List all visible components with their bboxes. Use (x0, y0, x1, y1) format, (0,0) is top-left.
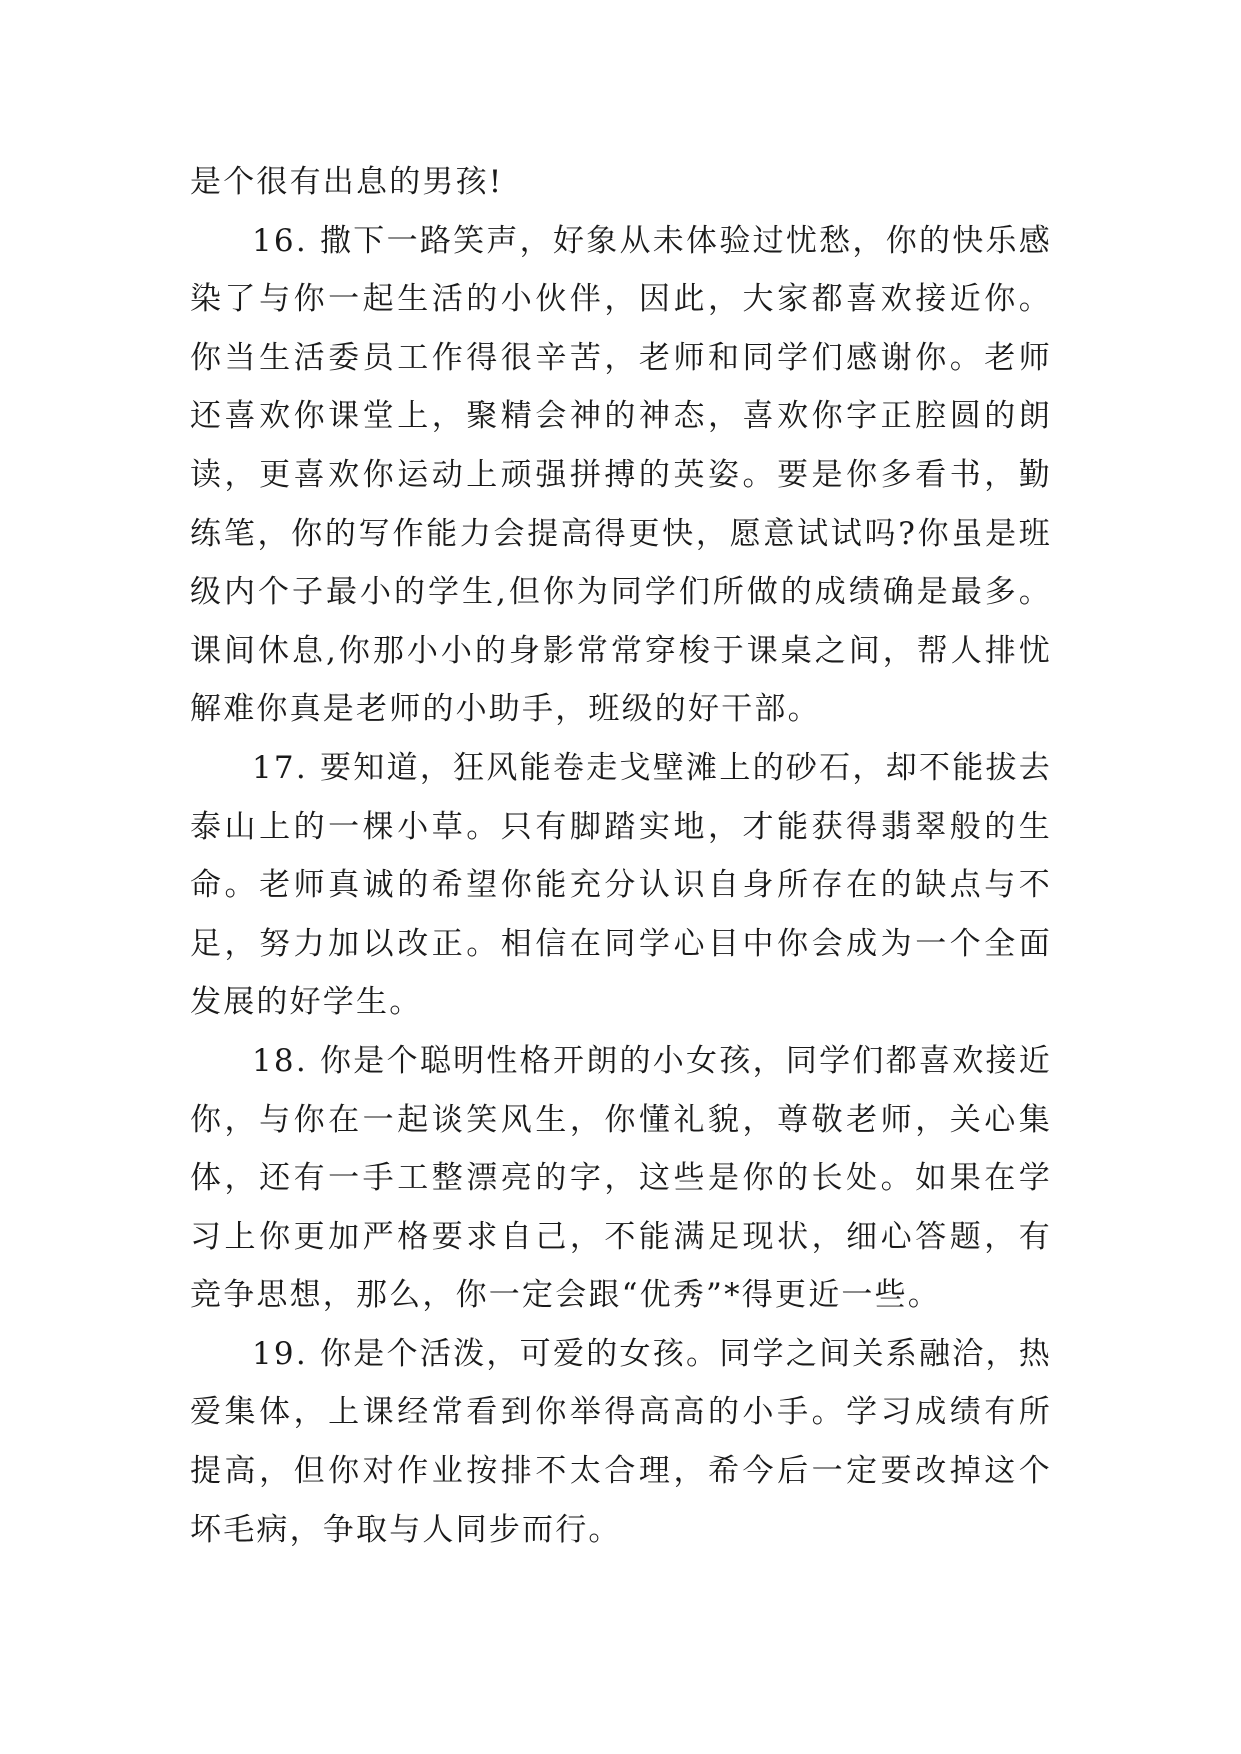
paragraph-18: 18. 你是个聪明性格开朗的小女孩，同学们都喜欢接近你，与你在一起谈笑风生，你懂礼貌，尊敬老师，关心集体，还有一手工整漂亮的字，这些是你的长处。如果在学习上你更加严格要求自己，不能满足现状，细心答题，有竞争思想，那么，你一定会跟“优秀”*得更近一些。 (190, 1042, 1052, 1314)
document-body (190, 153, 1052, 1559)
paragraph-19: 19. 你是个活泼，可爱的女孩。同学之间关系融洽，热爱集体，上课经常看到你举得高高的小手。学习成绩有所提高，但你对作业按排不太合理，希今后一定要改掉这个坏毛病，争取与人同步而行。 (190, 1335, 1052, 1548)
paragraph-continuation: 是个很有出息的男孩! (190, 164, 504, 200)
paragraph-17: 17. 要知道，狂风能卷走戈壁滩上的砂石，却不能拔去泰山上的一棵小草。只有脚踏实地，才能获得翡翠般的生命。老师真诚的希望你能充分认识自身所存在的缺点与不足，努力加以改正。相信在同学心目中你会成为一个全面发展的好学生。 (190, 749, 1052, 1021)
paragraph-16: 16. 撒下一路笑声，好象从未体验过忧愁，你的快乐感染了与你一起生活的小伙伴，因此，大家都喜欢接近你。你当生活委员工作得很辛苦，老师和同学们感谢你。老师还喜欢你课堂上，聚精会神的神态，喜欢你字正腔圆的朗读，更喜欢你运动上顽强拼搏的英姿。要是你多看书，勤练笔，你的写作能力会提高得更快，愿意试试吗?你虽是班级内个子最小的学生,但你为同学们所做的成绩确是最多。课间休息,你那小小的身影常常穿梭于课桌之间，帮人排忧解难你真是老师的小助手，班级的好干部。 (190, 222, 1052, 728)
